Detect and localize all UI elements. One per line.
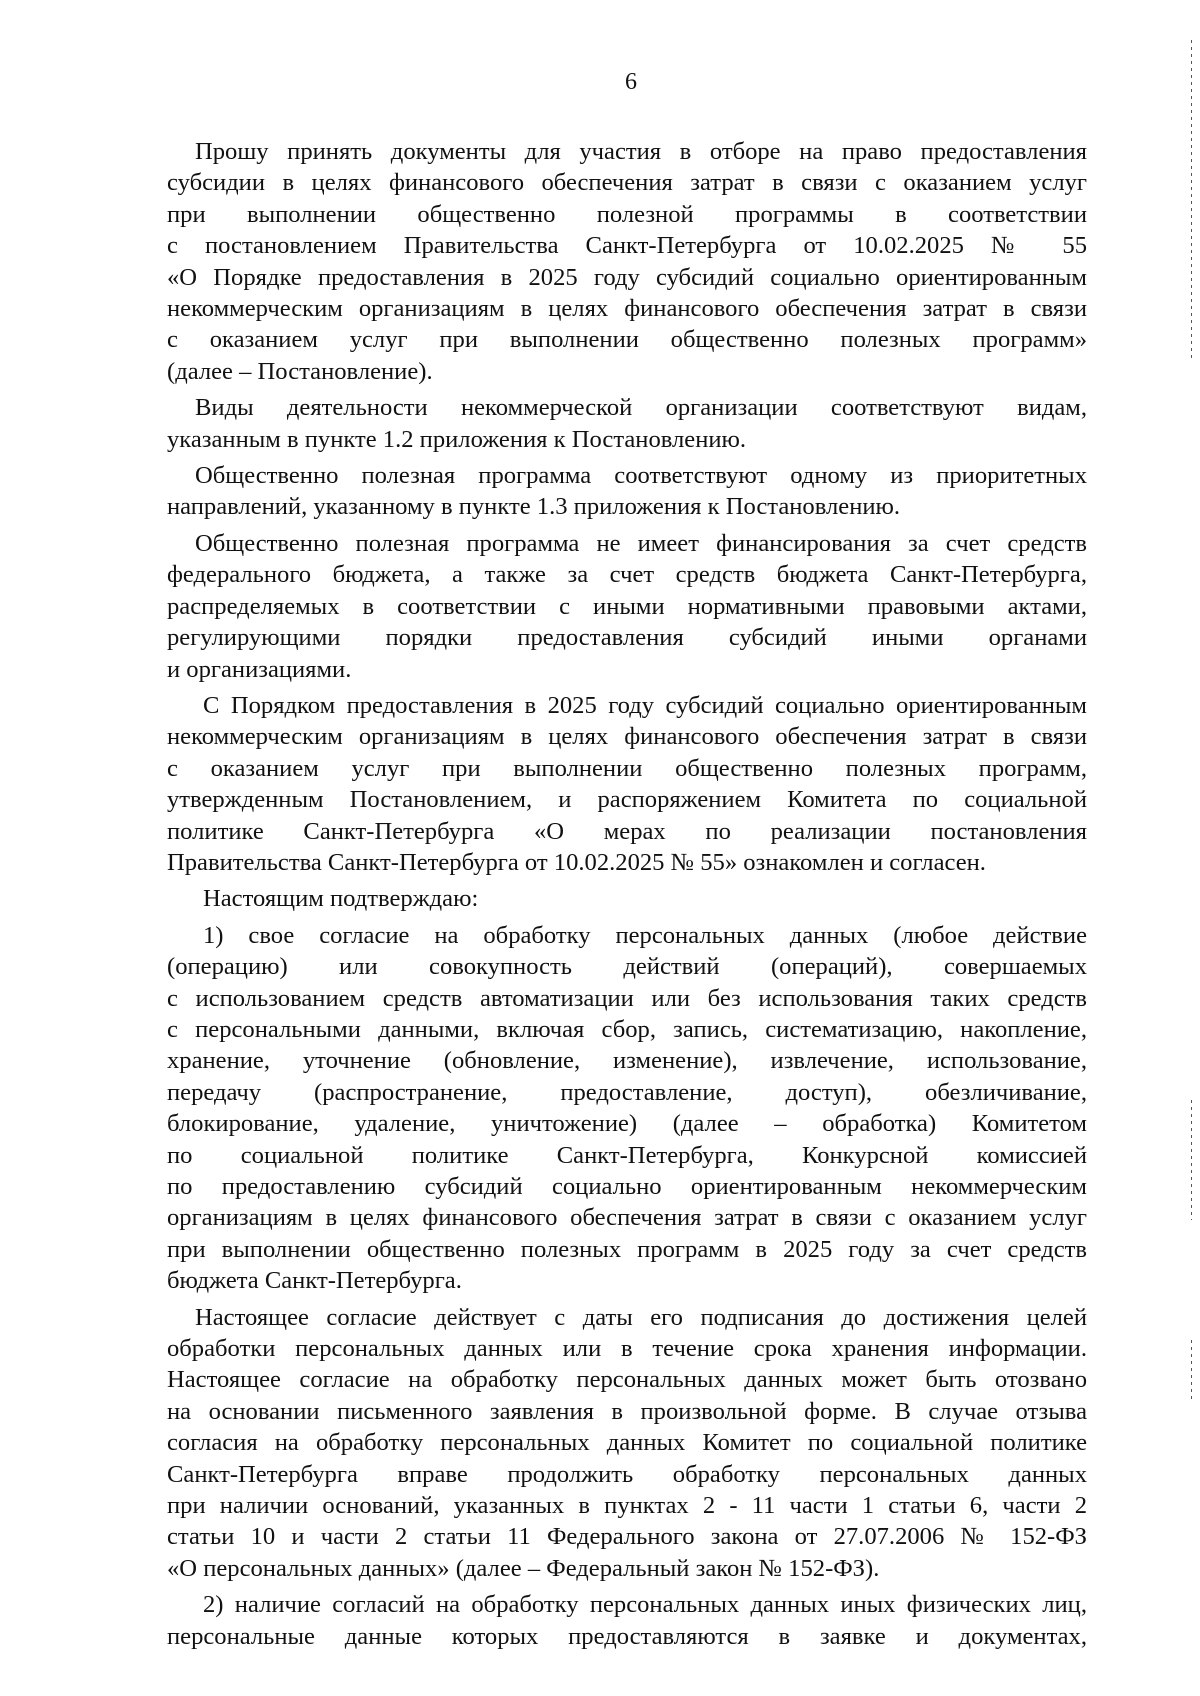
text-line: Общественно полезная программа соответствуют одному из приоритетных: [195, 462, 1087, 490]
text-line: согласия на обработку персональных данных Комитет по социальной политике: [167, 1429, 1087, 1457]
text-line: «О персональных данных» (далее – Федеральный закон № 152-ФЗ).: [167, 1554, 880, 1582]
text-line: при выполнении общественно полезной программы в соответствии: [167, 200, 1087, 228]
scan-edge-mark: [1191, 1340, 1192, 1400]
scan-edge-mark: [1191, 40, 1192, 360]
text-line: 1) свое согласие на обработку персональных данных (любое действие: [203, 921, 1087, 949]
text-line: Настоящее согласие действует с даты его подписания до достижения целей: [195, 1303, 1087, 1331]
text-line: с оказанием услуг при выполнении общественно полезных программ»: [167, 326, 1087, 354]
paragraph: [167, 528, 1087, 685]
text-line: С Порядком предоставления в 2025 году субсидий социально ориентированным: [203, 691, 1087, 719]
paragraph: [167, 392, 1087, 455]
text-line: Настоящим подтверждаю:: [203, 885, 479, 913]
text-line: регулирующими порядки предоставления субсидий иными органами: [167, 624, 1087, 652]
text-line: некоммерческим организациям в целях финансового обеспечения затрат в связи: [167, 723, 1087, 751]
paragraph: [167, 920, 1087, 1297]
text-line: Санкт-Петербурга вправе продолжить обработку персональных данных: [167, 1460, 1087, 1488]
text-line: хранение, уточнение (обновление, изменение), извлечение, использование,: [167, 1047, 1087, 1075]
text-line: статьи 10 и части 2 статьи 11 Федерального закона от 27.07.2006 № 152-ФЗ: [167, 1523, 1087, 1551]
paragraph: [167, 1302, 1087, 1585]
text-line: с использованием средств автоматизации или без использования таких средств: [167, 984, 1087, 1012]
text-line: Виды деятельности некоммерческой организации соответствуют видам,: [195, 394, 1087, 422]
text-line: с постановлением Правительства Санкт-Петербурга от 10.02.2025 № 55: [167, 232, 1087, 260]
text-line: организациям в целях финансового обеспечения затрат в связи с оказанием услуг: [167, 1204, 1087, 1232]
text-line: при наличии оснований, указанных в пунктах 2 - 11 части 1 статьи 6, части 2: [167, 1492, 1087, 1520]
text-line: блокирование, удаление, уничтожение) (далее – обработка) Комитетом: [167, 1110, 1087, 1138]
text-line: некоммерческим организациям в целях финансового обеспечения затрат в связи: [167, 295, 1087, 323]
text-line: «О Порядке предоставления в 2025 году субсидий социально ориентированным: [167, 263, 1087, 291]
text-line: по социальной политике Санкт-Петербурга, Конкурсной комиссией: [167, 1141, 1087, 1169]
scan-edge-mark: [1191, 1100, 1192, 1220]
text-line: (далее – Постановление).: [167, 357, 433, 385]
text-line: с оказанием услуг при выполнении общественно полезных программ,: [167, 754, 1087, 782]
text-line: обработки персональных данных или в течение срока хранения информации.: [167, 1335, 1087, 1363]
paragraph: [167, 883, 1087, 914]
text-line: Прошу принять документы для участия в отборе на право предоставления: [195, 138, 1087, 165]
text-line: политике Санкт-Петербурга «О мерах по реализации постановления: [167, 817, 1087, 845]
text-line: передачу (распространение, предоставление, доступ), обезличивание,: [167, 1078, 1087, 1106]
text-line: и организациями.: [167, 655, 352, 683]
text-line: на основании письменного заявления в произвольной форме. В случае отзыва: [167, 1397, 1087, 1425]
text-line: 2) наличие согласий на обработку персональных данных иных физических лиц,: [203, 1591, 1087, 1619]
text-line: Настоящее согласие на обработку персональных данных может быть отозвано: [167, 1366, 1087, 1394]
paragraph: [167, 690, 1087, 878]
text-line: (операцию) или совокупность действий (операций), совершаемых: [167, 953, 1087, 981]
paragraph: [167, 460, 1087, 523]
text-line: утвержденным Постановлением, и распоряжением Комитета по социальной: [167, 786, 1087, 814]
text-line: бюджета Санкт-Петербурга.: [167, 1267, 462, 1295]
text-line: субсидии в целях финансового обеспечения затрат в связи с оказанием услуг: [167, 169, 1087, 197]
text-line: направлений, указанному в пункте 1.3 приложения к Постановлению.: [167, 493, 901, 521]
paragraph: [167, 1589, 1087, 1652]
text-line: Общественно полезная программа не имеет финансирования за счет средств: [195, 529, 1087, 557]
text-line: указанным в пункте 1.2 приложения к Постановлению.: [167, 425, 747, 453]
document-body: [167, 136, 1087, 1657]
text-line: Правительства Санкт-Петербурга от 10.02.2025 № 55» ознакомлен и согласен.: [167, 848, 986, 876]
text-line: распределяемых в соответствии с иными нормативными правовыми актами,: [167, 592, 1087, 620]
text-line: по предоставлению субсидий социально ориентированным некоммерческим: [167, 1173, 1087, 1200]
text-line: при выполнении общественно полезных программ в 2025 году за счет средств: [167, 1235, 1087, 1263]
page-number: 6: [625, 69, 637, 95]
text-line: персональные данные которых предоставляются в заявке и документах,: [167, 1622, 1087, 1650]
text-line: с персональными данными, включая сбор, запись, систематизацию, накопление,: [167, 1015, 1087, 1043]
text-line: федерального бюджета, а также за счет средств бюджета Санкт-Петербурга,: [167, 561, 1087, 589]
paragraph: [167, 136, 1087, 387]
